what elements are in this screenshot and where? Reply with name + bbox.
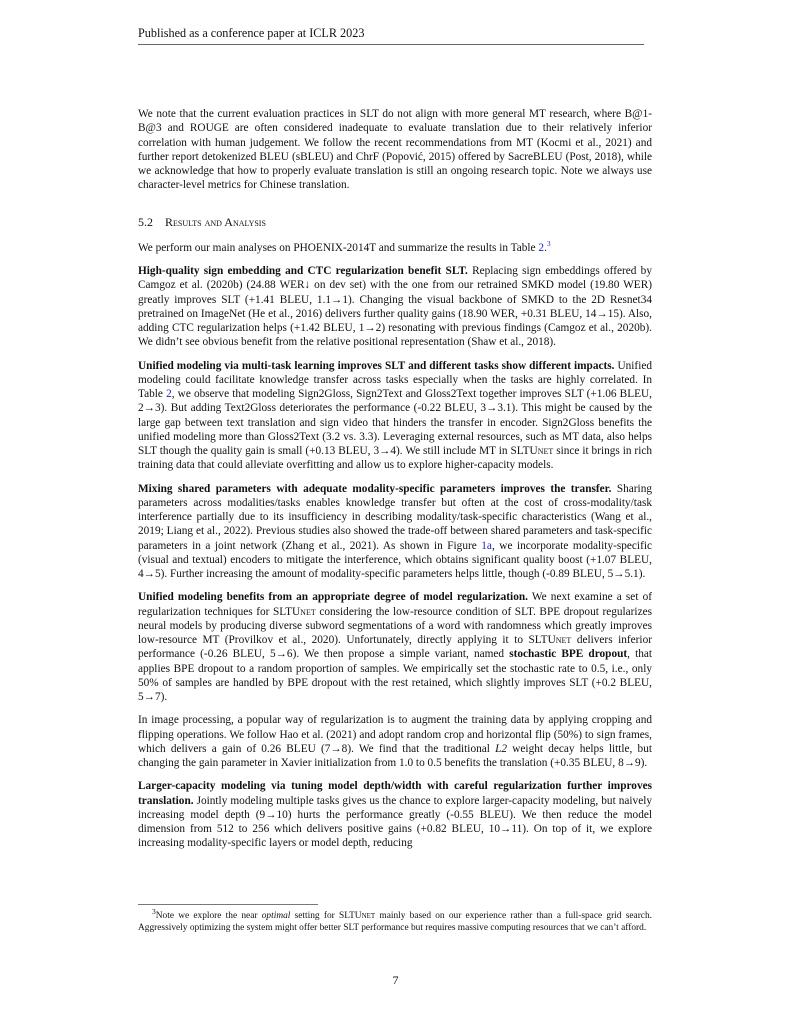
text: net [300,605,316,618]
paragraph-unified-modeling [138,359,652,473]
text: We next examine a set of regularization techniques for SLTU [138,591,653,618]
text: Unified modeling could facilitate knowledge transfer across tasks especially when the tasks are highly correlated. In Table [138,359,652,400]
text: optimal [261,911,291,921]
bold-term: stochastic BPE dropout [509,648,628,661]
text: setting for SLTU [290,911,362,921]
footnote-text [138,906,653,934]
text: Sharing parameters across modalities/tasks enables knowledge transfer but often at the cost of cross-modality/task interference partially due to its insufficiency in describing modality/task-specific characteristics (Wang et al., 2019; Liang et al., 2022). Previous studies also showed the trade-off between shared parameters and task-specific parameters in a joint network (Zhang et al., 2021). As shown in Figure [138,482,652,552]
text: net [555,634,572,646]
table-ref-link[interactable]: 2 [538,241,545,254]
math-term: L2 [495,742,508,755]
page-number: 7 [392,973,399,987]
paragraph-capacity [138,779,652,850]
text: delivers inferior performance (-0.26 BLEU, 5→6). We then propose a simple variant, named [138,634,652,661]
text: net [537,445,554,457]
section-number: 5.2 [138,214,153,229]
text: Jointly modeling multiple tasks gives us the chance to explore larger-capacity modeling, but naively increasing model depth (9→10) hurts the performance greatly (-0.55 BLEU). We then reduce the model dimension from 512 to 256 which delivers positive gains (+0.82 BLEU, 10→11). On top of it, we explore increasing modality-specific layers or model depth, reducing [138,794,652,850]
paragraph-regularization [138,590,652,704]
text: We perform our main analyses on PHOENIX-2014T and summarize the results in Table [138,241,539,254]
paragraph-heading: Unified modeling benefits from an appropriate degree of model regularization. [138,591,528,604]
text: weight decay helps little, but changing the gain parameter in Xavier initialization from 1.0 to 0.5 benefits the translation (+0.35 BLEU, 8→9). [138,742,652,769]
section-title: Results and Analysis [165,214,266,229]
text: Replacing sign embeddings offered by Camgoz et al. (2020b) (24.88 WER↓ on dev set) with the one from our retrained SMKD model (19.80 WER) greatly improves SLT (+1.41 BLEU, 1.1→1). Changing the visual backbone of SMKD to the 2D Resnet34 pretrained on ImageNet (He et al., 2016) delivers further quality gains (18.90 WER, +0.31 BLEU, 14→15). Also, adding CTC regularization helps (+1.42 BLEU, 1→2) resonating with previous findings (Camgoz et al., 2020b). We didn’t see obvious benefit from the relative positional representation (Shaw et al., 2018). [138,265,652,349]
figure-ref-link[interactable]: 1a [481,539,492,552]
paragraph-image-processing [138,713,652,770]
text: , we incorporate modality-specific (visual and textual) encoders to mitigate the interference, which obtains significant quality boost (+1.07 BLEU, 4→5). Further increasing the amount of modality-specific parameters helps little, though (-0.89 BLEU, 5→5.1). [138,539,652,580]
footnote-ref-link[interactable]: 3 [546,238,551,248]
paragraph-intro: We perform our main analyses on PHOENIX-2014T and summarize the results in Table 2.$^3$ [138,238,551,254]
footnote-mark: 3 [152,906,156,916]
paragraph-heading: High-quality sign embedding and CTC regularization benefit SLT. [138,265,468,277]
table-ref-link[interactable]: 2 [166,388,172,400]
running-header: Published as a conference paper at ICLR 2023 [138,26,644,45]
footnote-divider [138,904,318,905]
paragraph-shared-params [138,482,652,582]
paragraph-heading: Mixing shared parameters with adequate modality-specific parameters improves the transfer. [138,482,612,495]
footnote [138,906,653,934]
paragraph-evaluation: We note that the current evaluation practices in SLT do not align with more general MT research, where B@1-B@3 and ROUGE are often considered inadequate to evaluate translation due to their relatively inferior correlation with human judgement. We follow the recent recommendations from MT (Kocmi et al., 2021) and further report detokenized BLEU (sBLEU) and ChrF (Popović, 2015) offered by SacreBLEU (Post, 2018), while we acknowledge that how to properly evaluate translation is still an ongoing research topic. Note we always use character-level metrics for Chinese translation. [138,108,652,192]
text: In image processing, a popular way of regularization is to augment the training data by applying cropping and flipping operations. We follow Hao et al. (2021) and adopt random crop and horizontal flip (50%) to sign frames, which delivers a gain of 0.26 BLEU (7→8). We find that the traditional [138,714,652,755]
paragraph-sign-embedding [138,264,652,350]
text: mainly based on our experience rather than a full-space grid search. Aggressively optimizing the system might offer better SLT performance but requires massive computing resources that we can’t afford. [138,911,653,933]
section-heading [138,215,652,229]
paragraph-heading: Larger-capacity modeling via tuning model depth/width with careful regularization further improves translation. [138,780,652,807]
text: , that applies BPE dropout to a random proportion of samples. We empirically set the stochastic rate to 0.5, i.e., only 50% of samples are handled by BPE dropout with the rest retained, which slightly improves SLT (+0.2 BLEU, 5→7). [138,648,653,703]
text: considering the low-resource condition of SLT. BPE dropout regularizes neural models by producing diverse subword segmentations of a word with randomness which greatly improves low-resource MT (Provilkov et al., 2020). Unfortunately, directly applying it to SLTU [138,605,652,646]
text: net [361,911,376,921]
main-text [138,107,652,860]
text: since it brings in rich training data that could alleviate overfitting and allow us to explore higher-capacity models. [138,445,652,472]
text: Note we explore the near [155,911,262,921]
text: , we observe that modeling Sign2Gloss, Sign2Text and Gloss2Text together improves SLT (+1.06 BLEU, 2→3). But adding Text2Gloss deteriorates the performance (-0.22 BLEU, 3→3.1). This might be caused by the large gap between text translation and sign video that hinders the transfer in encoder. Sign2Gloss benefits the unified modeling more than Gloss2Text (3.2 vs. 3.3). Leveraging external resources, such as MT data, also helps SLT though the quality gain is small (+0.13 BLEU, 3→4). We still include MT in SLTU [138,388,652,457]
paragraph-heading: Unified modeling via multi-task learning improves SLT and different tasks show different impacts. [138,359,615,372]
